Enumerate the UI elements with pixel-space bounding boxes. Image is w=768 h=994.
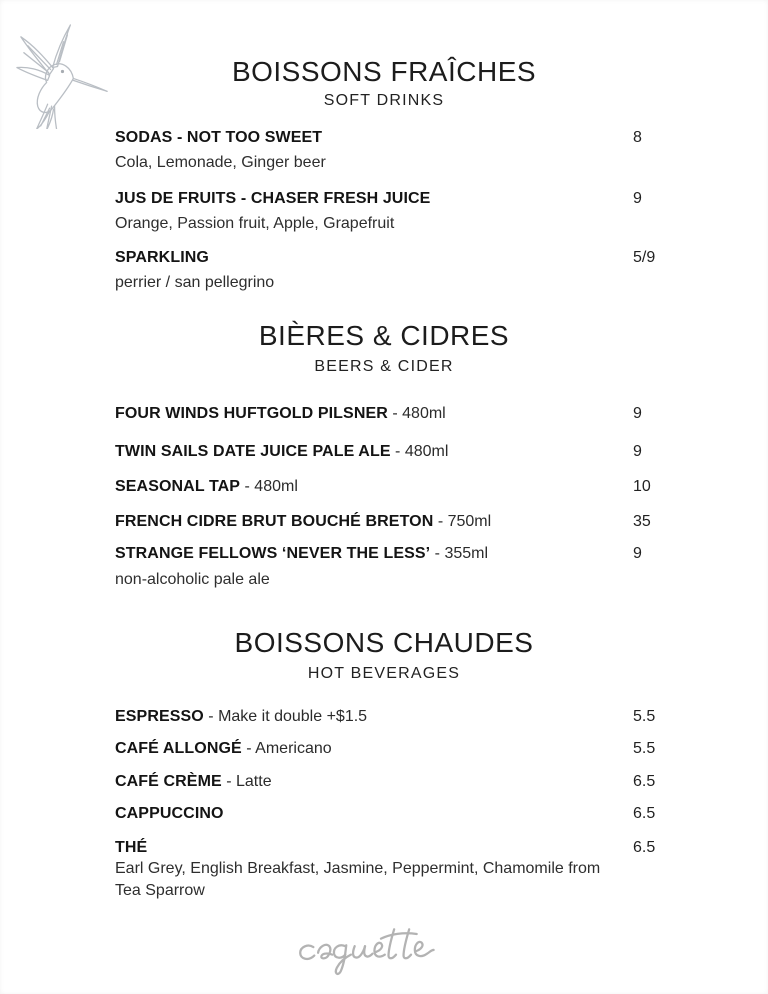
item-name-line <box>115 248 209 268</box>
section-title-boissons-chaudes: BOISSONS CHAUDES <box>234 627 534 658</box>
item-name-line <box>115 544 488 564</box>
item-price: 5/9 <box>633 249 656 266</box>
item-price: 9 <box>633 405 642 422</box>
item-description: Earl Grey, English Breakfast, Jasmine, Peppermint, Chamomile from Tea Sparrow <box>115 860 601 899</box>
item-price: 5.5 <box>633 740 656 757</box>
item-price: 9 <box>633 190 642 207</box>
item-name: FRENCH CIDRE BRUT BOUCHÉ BRETON <box>115 513 434 530</box>
menu-item-cappuccino <box>0 804 768 826</box>
item-name: ESPRESSO <box>115 708 204 725</box>
item-detail: - Make it double +$1.5 <box>203 708 368 725</box>
item-name: STRANGE FELLOWS ‘NEVER THE LESS’ <box>115 545 431 562</box>
item-name-line <box>115 772 272 792</box>
item-name-line <box>115 838 147 858</box>
menu-item-sparkling <box>0 248 768 270</box>
item-name-line <box>115 804 224 824</box>
item-detail: - 480ml <box>387 405 446 422</box>
item-price: 6.5 <box>633 773 656 790</box>
item-name: SODAS - NOT TOO SWEET <box>115 129 323 146</box>
menu-item-sodas <box>0 128 768 150</box>
item-name: FOUR WINDS HUFTGOLD PILSNER <box>115 405 388 422</box>
item-name-line <box>115 707 367 727</box>
item-detail: - 480ml <box>240 478 298 495</box>
menu-item-strange-fellows <box>0 544 768 566</box>
section-title-boissons-fraiches: BOISSONS FRAÎCHES <box>231 56 537 87</box>
item-price: 10 <box>633 478 651 495</box>
coquette-logo <box>296 918 466 980</box>
item-price: 5.5 <box>633 708 656 725</box>
item-price: 35 <box>633 513 651 530</box>
item-name-line <box>115 189 430 209</box>
item-name-line <box>115 477 298 497</box>
section-subtitle-soft-drinks: SOFT DRINKS <box>323 92 445 109</box>
menu-item-espresso <box>0 707 768 729</box>
item-price: 9 <box>633 443 642 460</box>
item-detail: - Americano <box>241 740 332 757</box>
item-name: THÉ <box>115 839 148 856</box>
menu-item-seasonal-tap <box>0 477 768 499</box>
item-description: Cola, Lemonade, Ginger beer <box>115 154 326 171</box>
item-name: TWIN SAILS DATE JUICE PALE ALE <box>115 443 391 460</box>
section-subtitle-beers-cider: BEERS & CIDER <box>314 358 454 375</box>
menu-item-four-winds <box>0 404 768 426</box>
item-detail: - 750ml <box>433 513 492 530</box>
menu-item-french-cidre <box>0 512 768 534</box>
item-name: JUS DE FRUITS - CHASER FRESH JUICE <box>115 190 431 207</box>
section-subtitle-hot-beverages: HOT BEVERAGES <box>307 665 461 682</box>
item-name-line <box>115 512 491 532</box>
item-name: SEASONAL TAP <box>115 478 241 495</box>
item-price: 6.5 <box>633 805 656 822</box>
item-description: non-alcoholic pale ale <box>115 571 270 588</box>
menu-item-the <box>0 838 768 860</box>
item-price: 6.5 <box>633 839 656 856</box>
menu-item-twin-sails <box>0 442 768 464</box>
item-name: CAPPUCCINO <box>115 805 224 822</box>
item-name: CAFÉ CRÈME <box>115 773 222 790</box>
menu-item-cafe-allonge <box>0 739 768 761</box>
item-detail: - Latte <box>221 773 272 790</box>
item-name-line <box>115 128 322 148</box>
item-price: 8 <box>633 129 642 146</box>
item-name-line <box>115 442 448 462</box>
item-name-line <box>115 739 332 759</box>
item-description: Orange, Passion fruit, Apple, Grapefruit <box>115 215 395 232</box>
item-name-line <box>115 404 446 424</box>
item-description: perrier / san pellegrino <box>115 274 275 291</box>
item-detail: - 480ml <box>390 443 449 460</box>
item-price: 9 <box>633 545 642 562</box>
item-detail: - 355ml <box>430 545 489 562</box>
menu-item-cafe-creme <box>0 772 768 794</box>
item-name: SPARKLING <box>115 249 209 266</box>
item-name: CAFÉ ALLONGÉ <box>115 740 242 757</box>
menu-item-jus-de-fruits <box>0 189 768 211</box>
section-title-bieres-cidres: BIÈRES & CIDRES <box>258 320 510 351</box>
